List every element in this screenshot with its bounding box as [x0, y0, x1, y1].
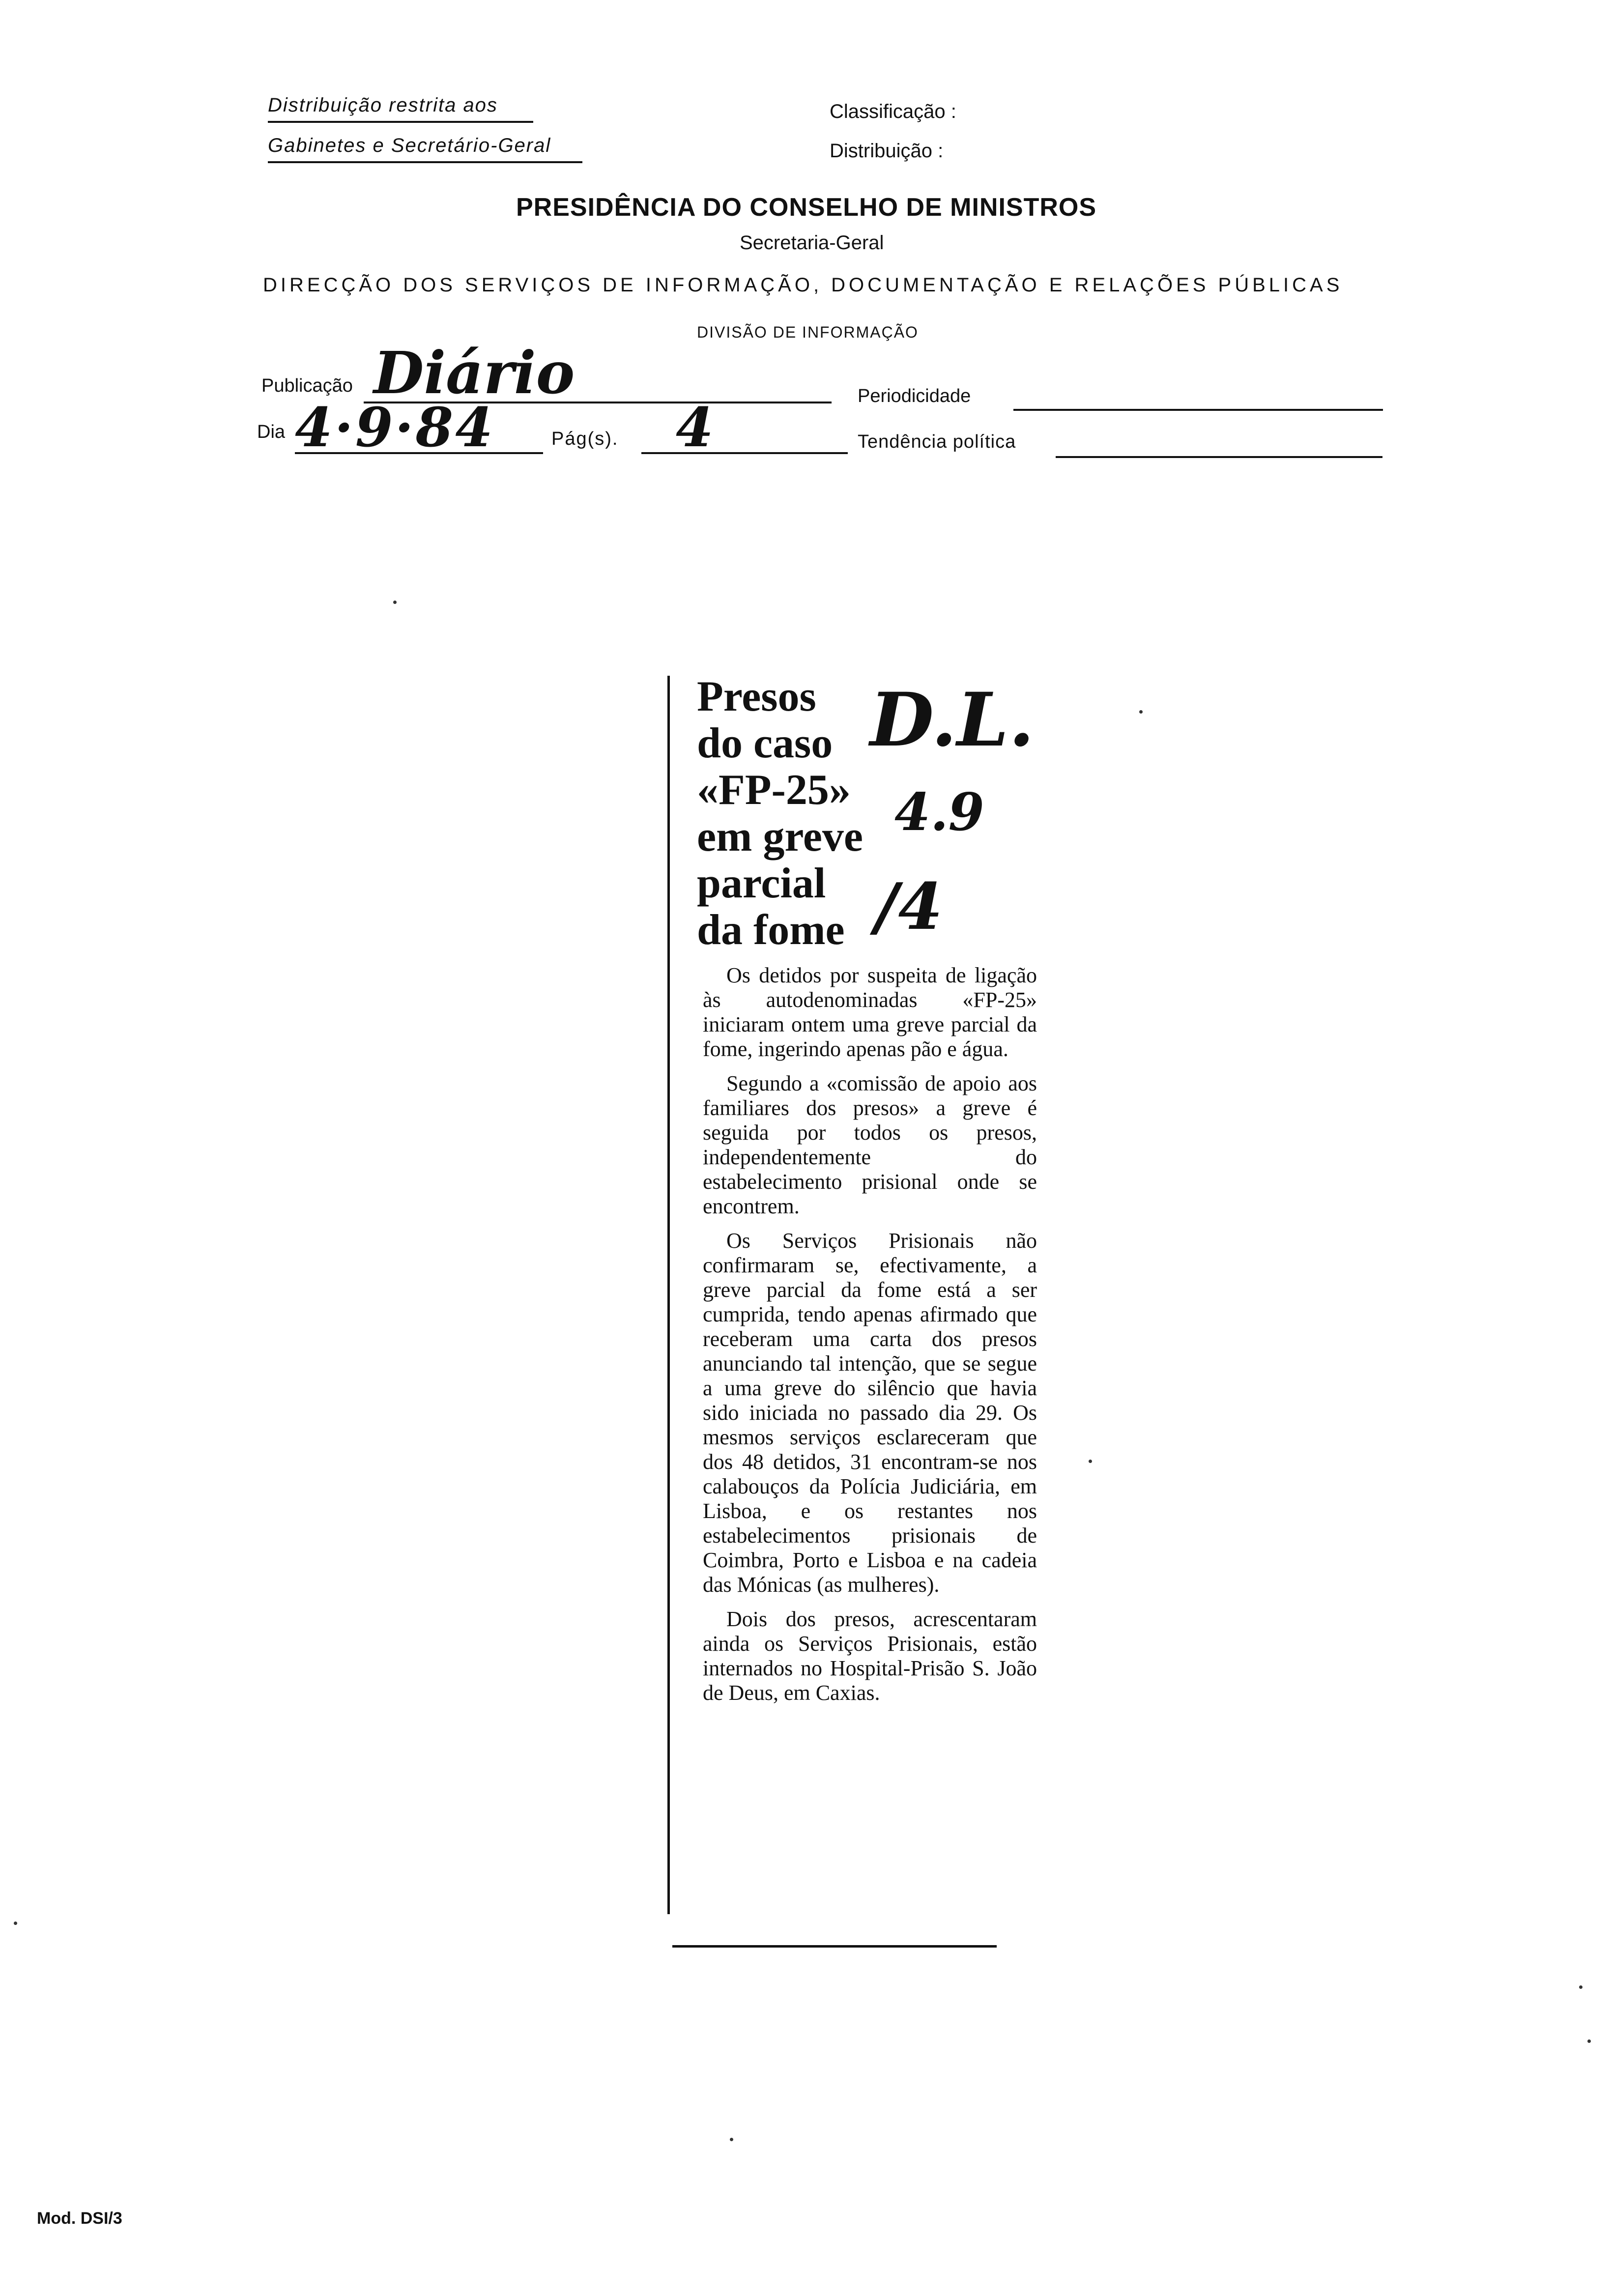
scan-speck [1139, 710, 1143, 714]
article-paragraph: Os Serviços Prisionais não confirmaram se, efectivamente, a greve parcial da fome está a ser cumprida, tendo apenas afirmado que receberam uma carta dos presos anunciando tal intenção, que se segue a uma greve do silêncio que havia sido iniciada no passado dia 29. Os mesmos serviços esclareceram que dos 48 detidos, 31 encontram-se nos calabouços da Polícia Judiciária, em Lisboa, e os restantes nos estabelecimentos prisionais de Coimbra, Porto e Lisboa e na cadeia das Mónicas (as mulheres). [703, 1229, 1037, 1597]
ministry-title: PRESIDÊNCIA DO CONSELHO DE MINISTROS [516, 193, 1097, 222]
pag-value: 4 [676, 396, 714, 459]
dia-value: 4·9·84 [295, 396, 495, 459]
publicacao-label: Publicação [261, 375, 353, 396]
handwritten-annotation-source: D.L. [870, 677, 1035, 763]
headline-line-1: Presos [697, 673, 816, 720]
headline-line-2: do caso [697, 719, 833, 767]
headline-line-3: «FP-25» [697, 766, 851, 814]
scan-speck [730, 2138, 733, 2141]
dia-label: Dia [257, 422, 286, 442]
form-code: Mod. DSI/3 [37, 2209, 122, 2228]
periodicidade-label: Periodicidade [858, 386, 971, 406]
article-paragraph: Os detidos por suspeita de ligação às autodenominadas «FP-25» iniciaram ontem uma greve parcial da fome, ingerindo apenas pão e água. [703, 963, 1037, 1061]
divisao-line: DIVISÃO DE INFORMAÇÃO [697, 323, 919, 341]
restriction-line-2: Gabinetes e Secretário-Geral [268, 134, 582, 163]
clipping-bottom-rule [672, 1945, 997, 1948]
article-body [703, 963, 1037, 1715]
tendencia-line [1056, 456, 1382, 458]
secretaria-geral: Secretaria-Geral [740, 232, 884, 254]
headline-line-6: da fome [697, 906, 845, 954]
dia-line [295, 452, 543, 454]
tendencia-label: Tendência política [858, 431, 1016, 452]
restriction-note [268, 93, 582, 163]
periodicidade-line [1013, 409, 1383, 411]
pag-line [641, 452, 848, 454]
scan-speck [14, 1922, 17, 1925]
publicacao-value: Diário [374, 339, 575, 407]
restriction-line-1: Distribuição restrita aos [268, 93, 533, 123]
article-headline [697, 673, 863, 953]
scan-speck [1587, 2039, 1591, 2043]
article-paragraph: Segundo a «comissão de apoio aos familiares dos presos» a greve é seguida por todos os presos, independentemente do estabelecimento prisional onde se encontrem. [703, 1071, 1037, 1218]
direccao-line: DIRECÇÃO DOS SERVIÇOS DE INFORMAÇÃO, DOCUMENTAÇÃO E RELAÇÕES PÚBLICAS [263, 274, 1343, 296]
article-paragraph: Dois dos presos, acrescentaram ainda os Serviços Prisionais, estão internados no Hospital-Prisão S. João de Deus, em Caxias. [703, 1607, 1037, 1705]
scan-speck [393, 601, 397, 604]
distribuicao-label: Distribuição : [830, 140, 944, 162]
headline-line-4: em greve [697, 813, 863, 861]
scan-speck [1579, 1985, 1583, 1989]
handwritten-annotation-page: /4 [875, 869, 943, 944]
scan-speck [1089, 1460, 1092, 1463]
headline-line-5: parcial [697, 860, 826, 907]
pag-label: Pág(s). [551, 429, 619, 449]
clipping-left-rule [667, 676, 670, 1914]
handwritten-annotation-date: 4.9 [894, 781, 984, 842]
classificacao-label: Classificação : [830, 101, 956, 122]
